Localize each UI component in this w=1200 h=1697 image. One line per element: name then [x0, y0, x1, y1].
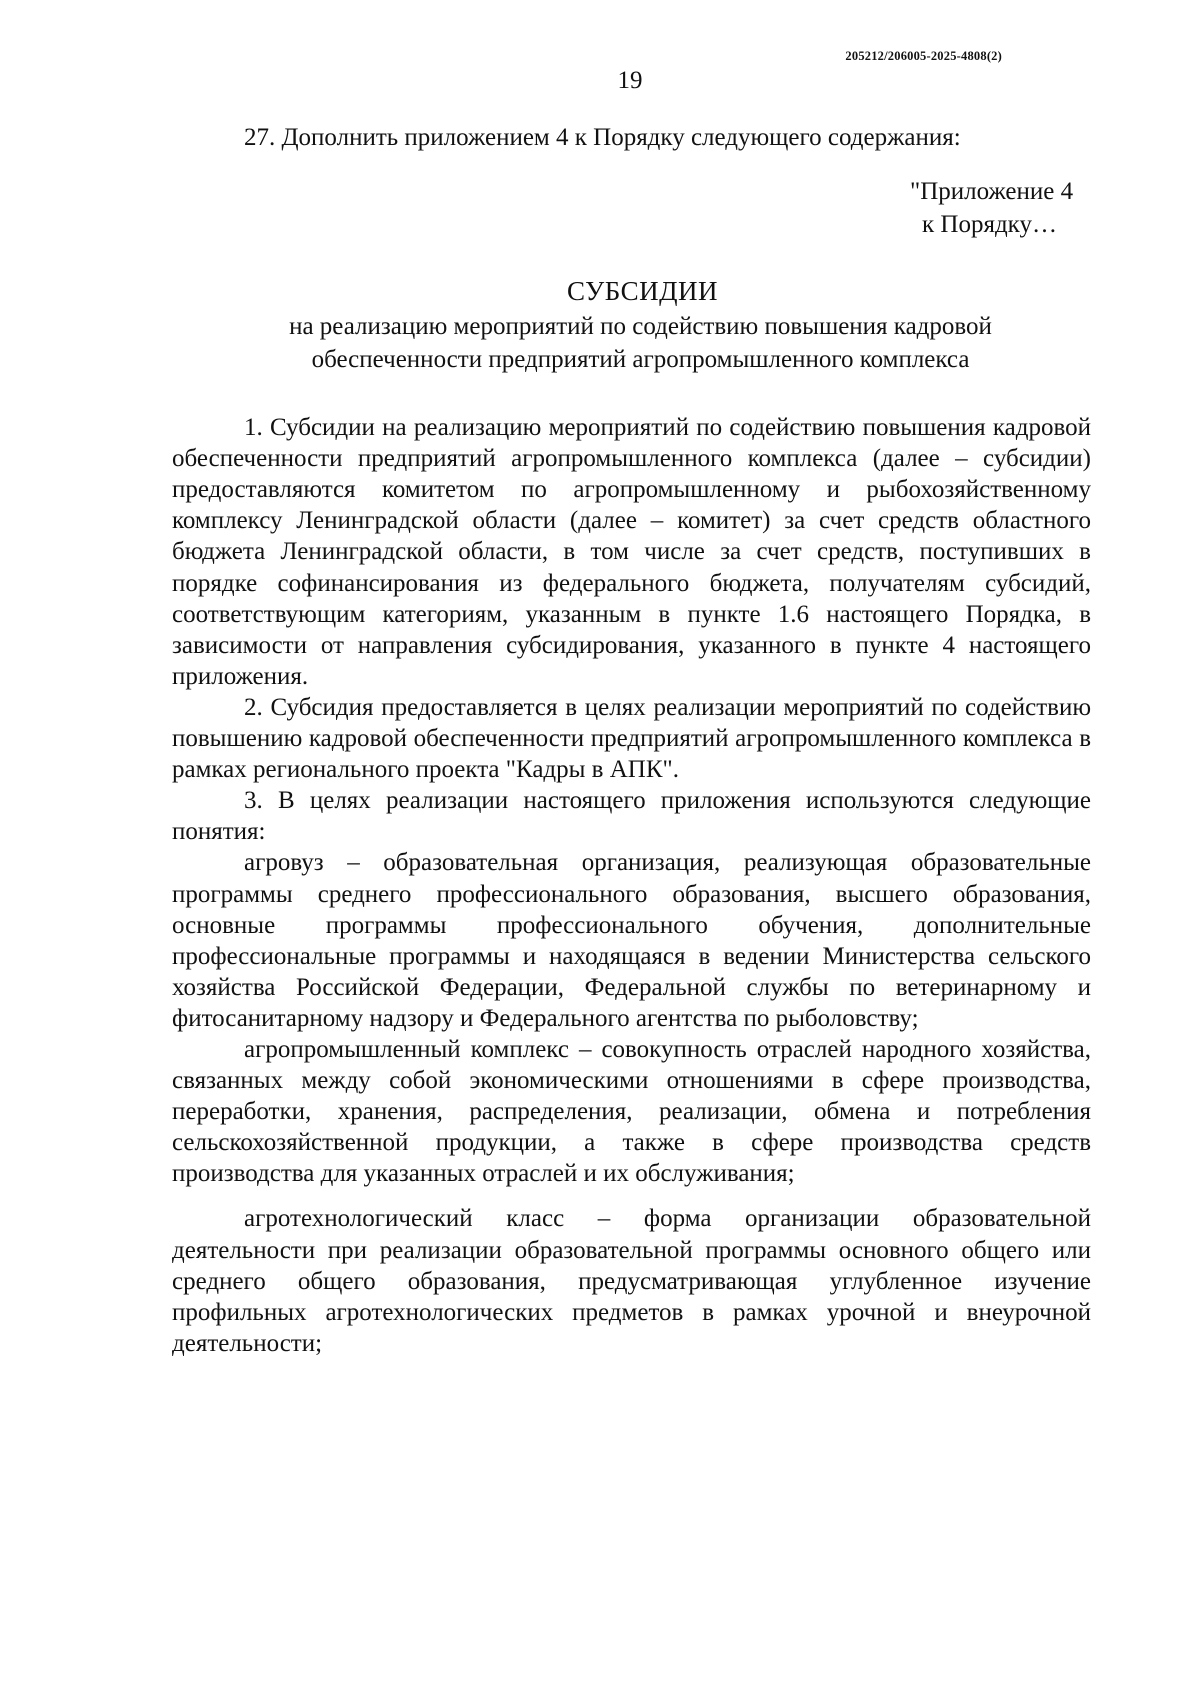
amendment-intro: 27. Дополнить приложением 4 к Порядку следующего содержания: [244, 124, 961, 151]
appendix-reference [172, 175, 1091, 241]
paragraph-2: 2. Субсидия предоставляется в целях реализации мероприятий по содействию повышению кадровой обеспеченности предприятий агропромышленного комплекса в рамках регионального проекта "Кадры в АПК". [172, 693, 1091, 784]
document-subtitle: на реализацию мероприятий по содействию повышения кадровой обеспеченности предприятий агропромышленного комплекса [289, 313, 992, 374]
document-body [172, 412, 1091, 1359]
definition-agro-complex: агропромышленный комплекс – совокупность отраслей народного хозяйства, связанных между собой экономическими отношениями в сфере производства, переработки, хранения, распределения, реализации, обмена и потребления сельскохозяйственной продукции, а также в сфере производства средств производства для указанных отраслей и их обслуживания; [172, 1035, 1091, 1188]
document-title: СУБСИДИИ [566, 276, 718, 307]
appendix-reference-line-1: "Приложение 4 [910, 178, 1074, 206]
document-content [172, 122, 1091, 1359]
definition-agrovuz: агровуз – образовательная организация, реализующая образовательные программы среднего профессионального образования, высшего образования, основные программы профессионального обучения, дополнительные профессиональные программы и находящаяся в ведении Министерства сельского хозяйства Российской Федерации, Федеральной службы по ветеринарному и фитосанитарному надзору и Федерального агентства по рыболовству; [172, 849, 1091, 1032]
appendix-reference-line-2: к Порядку… [922, 211, 1057, 239]
page-number: 19 [617, 67, 643, 94]
paragraph-1: 1. Субсидии на реализацию мероприятий по содействию повышения кадровой обеспеченности предприятий агропромышленного комплекса (далее – субсидии) предоставляются комитетом по агропромышленному и рыбохозяйственному комплексу Ленинградской области (далее – комитет) за счет средств областного бюджета Ленинградской области, в том числе за счет средств, поступивших в порядке софинансирования из федерального бюджета, получателям субсидий, соответствующим категориям, указанным в пункте 1.6 настоящего Порядка, в зависимости от направления субсидирования, указанного в пункте 4 настоящего приложения. [172, 414, 1091, 690]
document-registration-number: 205212/206005-2025-4808(2) [845, 49, 1002, 63]
paragraph-3: 3. В целях реализации настоящего приложения используются следующие понятия: [172, 787, 1091, 846]
definition-agrotech-class: агротехнологический класс – форма организации образовательной деятельности при реализации образовательной программы основного общего или среднего общего образования, предусматривающая углубленное изучение профильных агротехнологических предметов в рамках урочной и внеурочной деятельности; [172, 1205, 1091, 1357]
